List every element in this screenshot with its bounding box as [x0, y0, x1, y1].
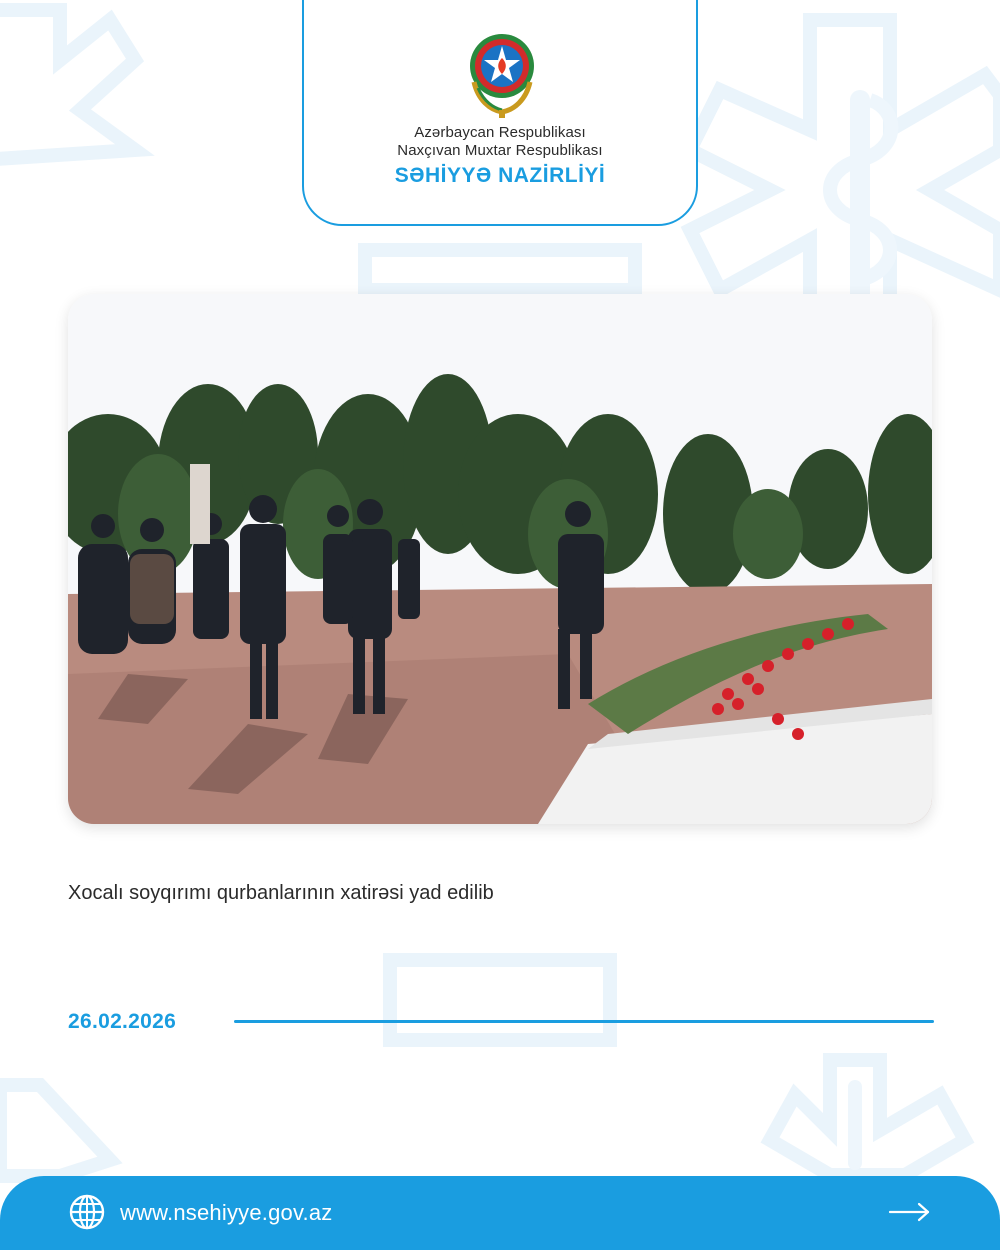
news-photo-card[interactable]	[68, 294, 932, 824]
arrow-right-icon[interactable]	[888, 1200, 932, 1224]
news-headline[interactable]: Xocalı soyqırımı qurbanlarının xatirəsi yad edilib	[68, 882, 494, 904]
ministry-header-card	[302, 0, 698, 226]
republic-name: Azərbaycan Respublikası	[414, 124, 586, 141]
globe-icon	[69, 1194, 105, 1230]
footer-bar	[0, 1176, 1000, 1250]
publication-date: 26.02.2026	[68, 1010, 177, 1033]
autonomous-republic-name: Naxçıvan Muxtar Respublikası	[397, 142, 603, 159]
ministry-title: SƏHİYYƏ NAZİRLİYİ	[394, 164, 606, 187]
azerbaijan-emblem-icon	[464, 32, 540, 120]
news-photo	[68, 294, 932, 824]
website-link[interactable]: www.nsehiyye.gov.az	[120, 1200, 333, 1225]
date-divider	[234, 1020, 934, 1023]
